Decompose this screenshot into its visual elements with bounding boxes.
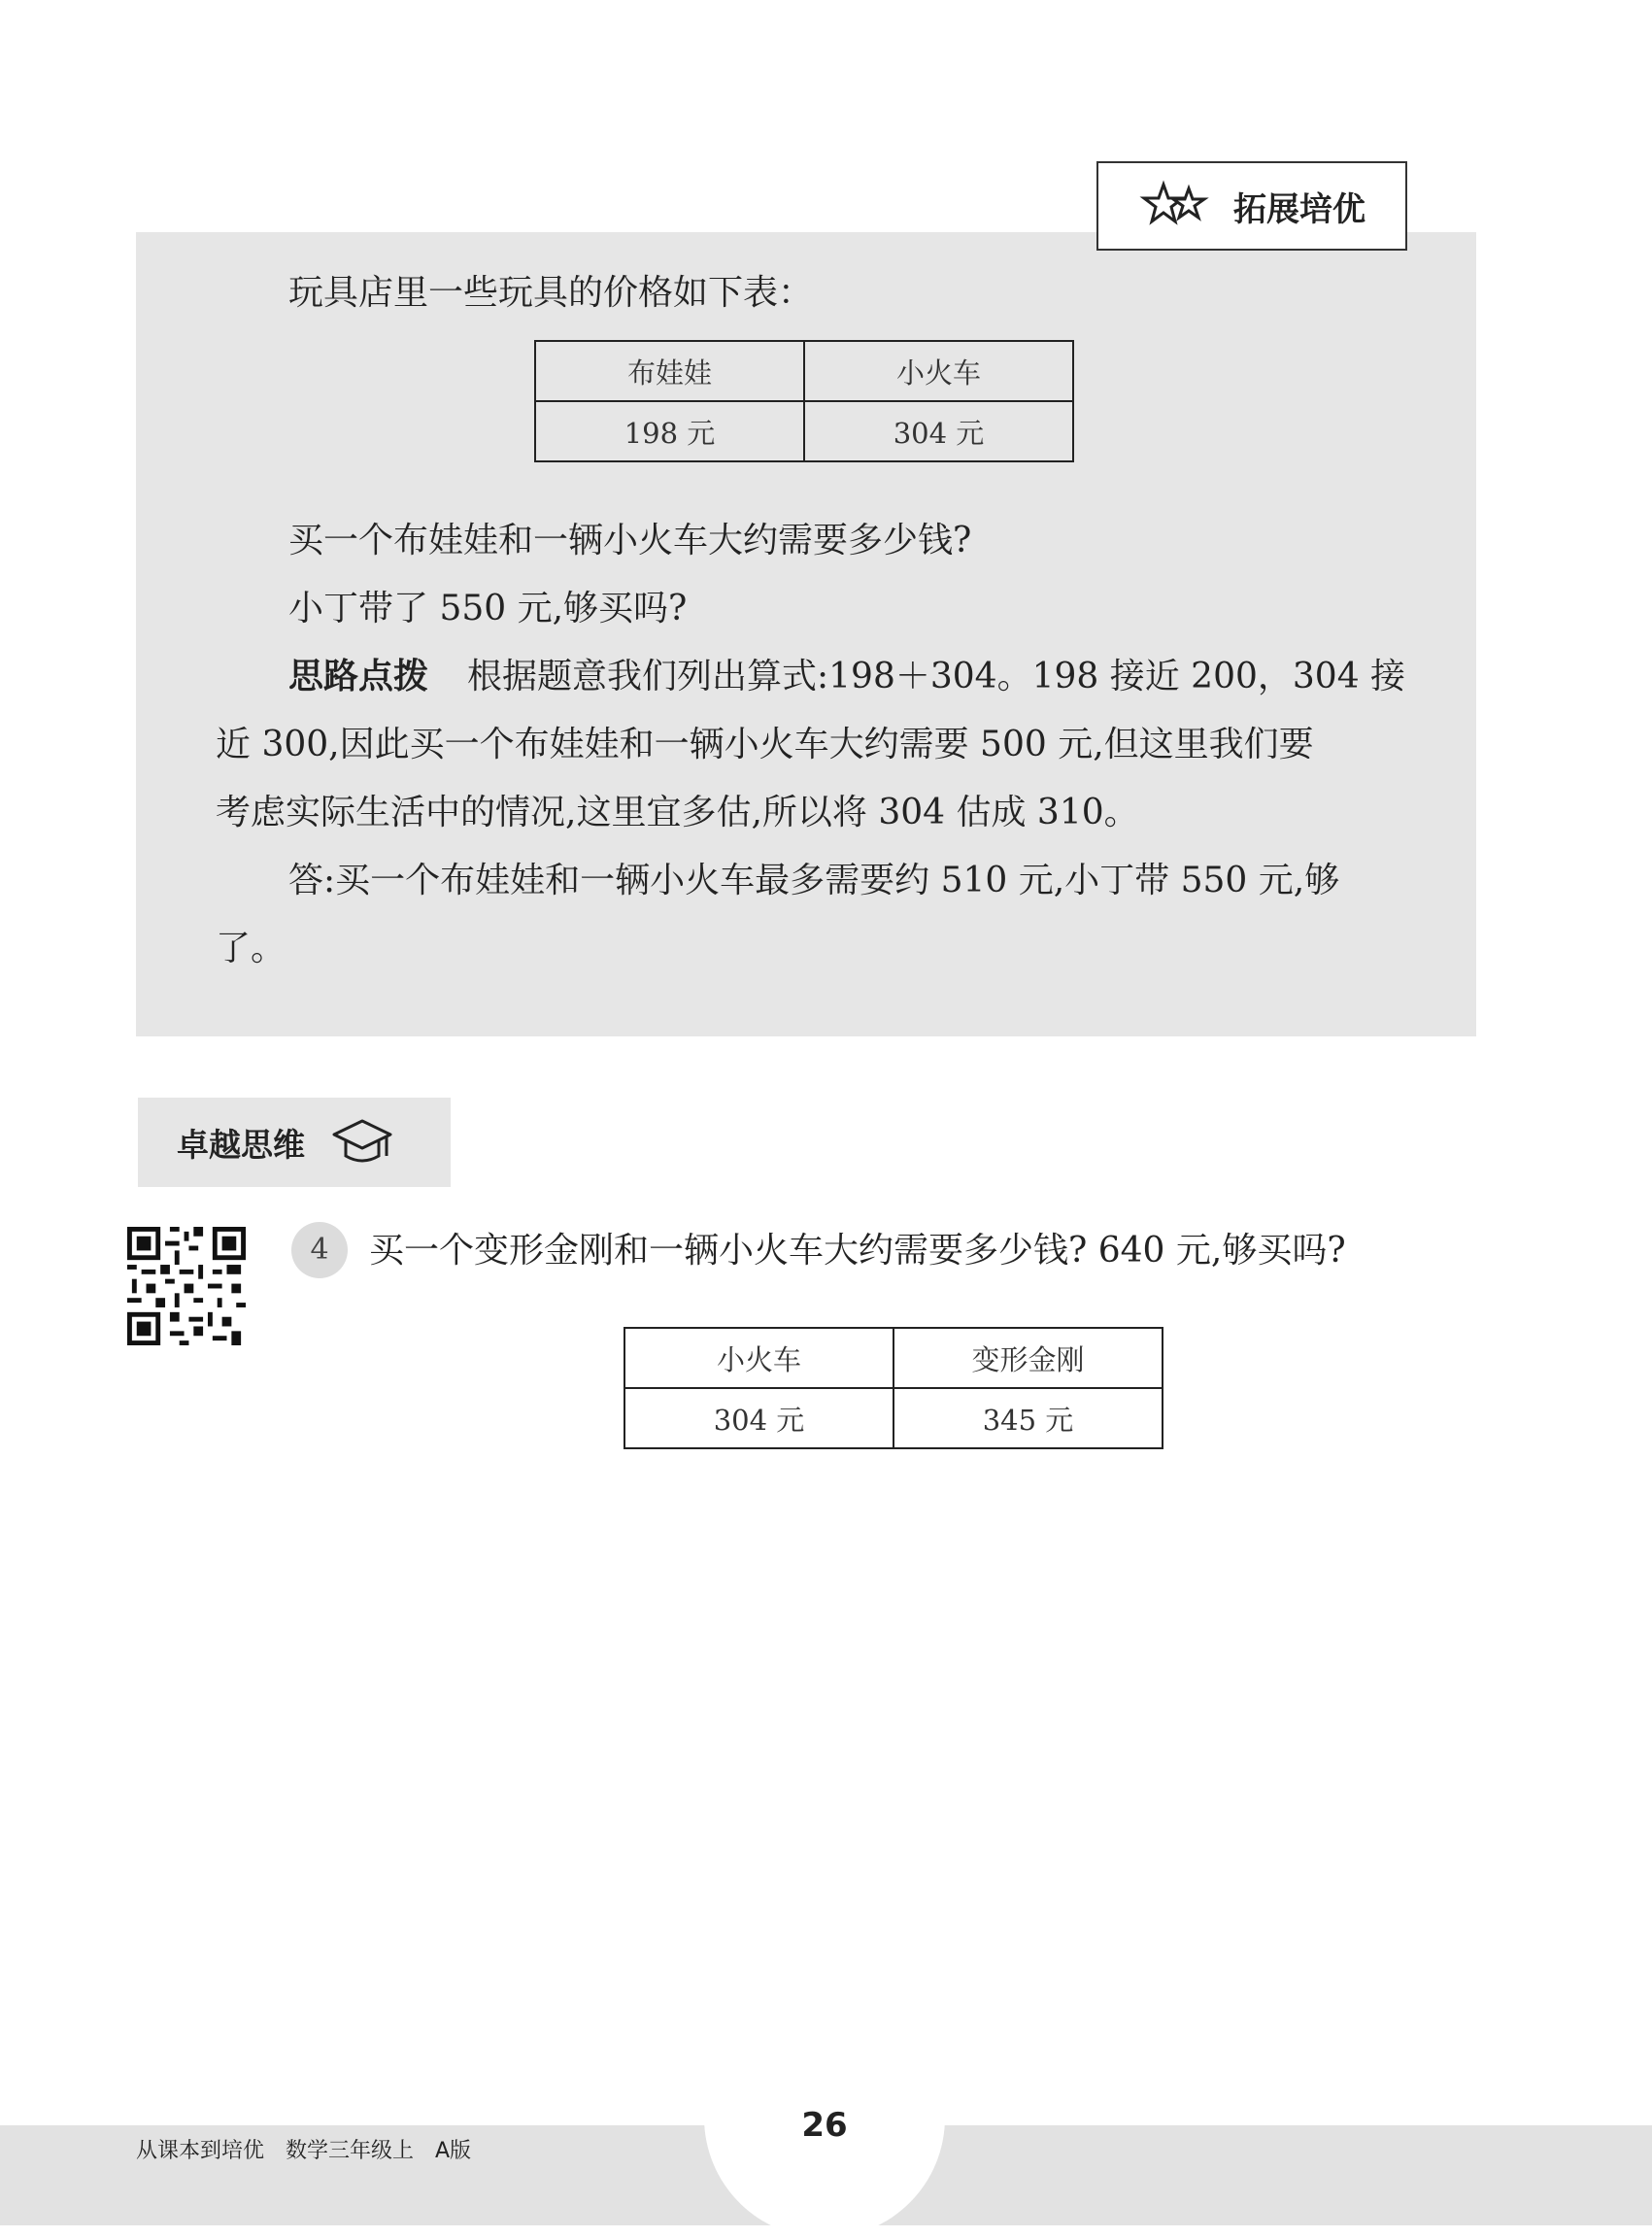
question-2: 小丁带了 550 元,够买吗? bbox=[288, 589, 688, 628]
transformer-price-table bbox=[624, 1327, 1163, 1449]
table-header-cell: 小火车 bbox=[804, 341, 1073, 401]
hint-line-2: 近 300,因此买一个布娃娃和一辆小火车大约需要 500 元,但这里我们要 bbox=[216, 725, 1314, 764]
think-question: 买一个变形金刚和一辆小火车大约需要多少钱? 640 元,够买吗? bbox=[369, 1231, 1346, 1271]
hint-label: 思路点拨 bbox=[288, 657, 429, 696]
table-value-cell: 345 元 bbox=[893, 1388, 1163, 1448]
question-number-badge: 4 bbox=[291, 1222, 348, 1278]
think-badge bbox=[138, 1098, 451, 1187]
expand-badge-label: 拓展培优 bbox=[1233, 189, 1365, 229]
page-number: 26 bbox=[801, 2106, 848, 2145]
table-value-cell: 198 元 bbox=[535, 401, 804, 461]
table-header-cell: 变形金刚 bbox=[893, 1328, 1163, 1388]
footer-book-title: 从课本到培优 数学三年级上 A版 bbox=[136, 2139, 472, 2163]
expand-badge bbox=[1096, 161, 1407, 251]
answer-line-1: 答:买一个布娃娃和一辆小火车最多需要约 510 元,小丁带 550 元,够 bbox=[288, 861, 1340, 900]
hint-text-1: 根据题意我们列出算式:198＋304。198 接近 200，304 接 bbox=[467, 657, 1406, 696]
stars-icon bbox=[1138, 179, 1212, 233]
question-1: 买一个布娃娃和一辆小火车大约需要多少钱? bbox=[288, 521, 972, 560]
table-value-cell: 304 元 bbox=[624, 1388, 893, 1448]
table-header-cell: 小火车 bbox=[624, 1328, 893, 1388]
think-badge-label: 卓越思维 bbox=[177, 1125, 305, 1164]
graduation-cap-icon bbox=[330, 1113, 394, 1171]
hint-line-3: 考虑实际生活中的情况,这里宜多估,所以将 304 估成 310。 bbox=[216, 793, 1139, 832]
intro-text: 玩具店里一些玩具的价格如下表： bbox=[288, 273, 814, 313]
answer-line-2: 了。 bbox=[216, 929, 287, 968]
hint-line-1 bbox=[288, 643, 1405, 711]
toy-price-table bbox=[534, 340, 1074, 462]
table-header-cell: 布娃娃 bbox=[535, 341, 804, 401]
qr-code-icon[interactable] bbox=[127, 1227, 246, 1345]
table-value-cell: 304 元 bbox=[804, 401, 1073, 461]
